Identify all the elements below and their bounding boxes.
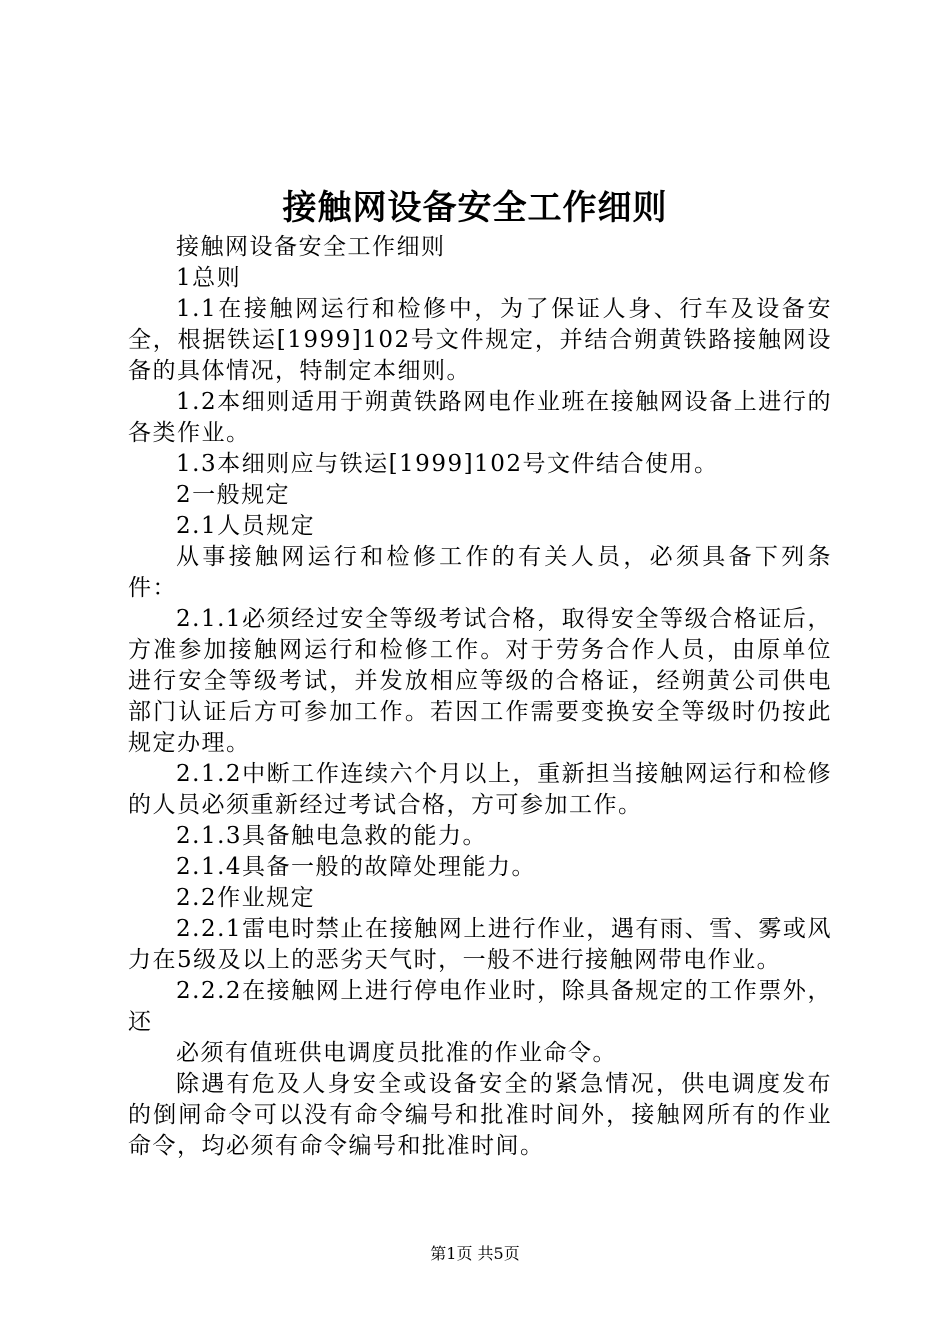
paragraph-section-2: 2一般规定 (176, 482, 291, 508)
paragraph-2-1-2: 2.1.2中断工作连续六个月以上，重新担当接触网运行和检修的人员必须重新经过考试合格，方可参加工作。 (128, 761, 832, 818)
paragraph-2-1-intro: 从事接触网运行和检修工作的有关人员，必须具备下列条件： (128, 544, 832, 601)
page-footer: 第1页 共5页 (430, 1244, 520, 1263)
document-title: 接触网设备安全工作细则 (282, 188, 668, 228)
paragraph-2-1: 2.1人员规定 (176, 513, 316, 539)
paragraph-subtitle: 接触网设备安全工作细则 (176, 234, 446, 260)
document-body (128, 232, 832, 1162)
paragraph-1-1: 1.1在接触网运行和检修中，为了保证人身、行车及设备安全，根据铁运[1999]102号文件规定，并结合朔黄铁路接触网设备的具体情况，特制定本细则。 (128, 296, 832, 384)
paragraph-2-2-2: 2.2.2在接触网上进行停电作业时，除具备规定的工作票外，还 (128, 978, 832, 1035)
paragraph-2-1-3: 2.1.3具备触电急救的能力。 (176, 823, 488, 849)
paragraph-2-1-4: 2.1.4具备一般的故障处理能力。 (176, 854, 537, 880)
paragraph-1-3: 1.3本细则应与铁运[1999]102号文件结合使用。 (176, 451, 719, 477)
paragraph-1-2: 1.2本细则适用于朔黄铁路网电作业班在接触网设备上进行的各类作业。 (128, 389, 832, 446)
paragraph-2-1-1: 2.1.1必须经过安全等级考试合格，取得安全等级合格证后，方准参加接触网运行和检修工作。对于劳务合作人员，由原单位进行安全等级考试，并发放相应等级的合格证，经朔黄公司供电部门认证后方可参加工作。若因工作需要变换安全等级时仍按此规定办理。 (128, 606, 832, 756)
paragraph-2-2: 2.2作业规定 (176, 885, 316, 911)
paragraph-2-2-1: 2.2.1雷电时禁止在接触网上进行作业，遇有雨、雪、雾或风力在5级及以上的恶劣天气时，一般不进行接触网带电作业。 (128, 916, 832, 973)
paragraph-2-2-2-cont: 必须有值班供电调度员批准的作业命令。 (176, 1040, 617, 1066)
paragraph-2-2-2-exception: 除遇有危及人身安全或设备安全的紧急情况，供电调度发布的倒闸命令可以没有命令编号和批准时间外，接触网所有的作业命令，均必须有命令编号和批准时间。 (128, 1071, 832, 1159)
paragraph-section-1: 1总则 (176, 265, 242, 291)
